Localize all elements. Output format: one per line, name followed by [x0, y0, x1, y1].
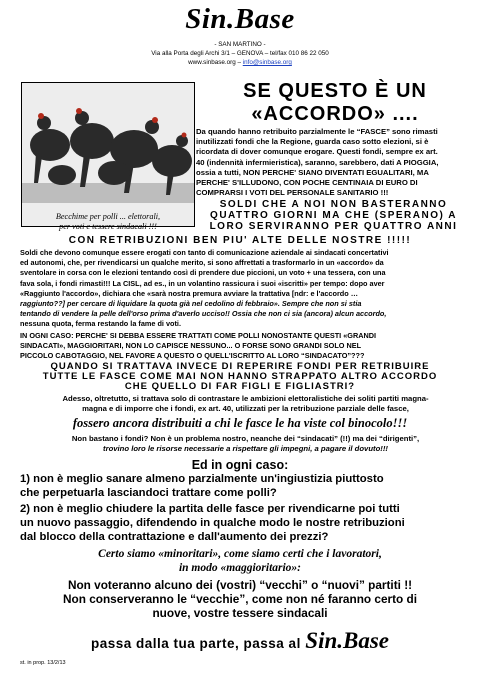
final-statement	[0, 578, 480, 620]
text-line: Non bastano i fondi? Non è un problema nostro, neanche dei “sindacati” (!!) ma dei “dirigenti”,	[71, 434, 420, 443]
text-line: un nuovo passaggio, difendendo in qualche modo le nostre retribuzioni	[20, 517, 405, 529]
contact-separator: –	[235, 59, 243, 66]
conclusion-heading: Ed in ogni caso:	[191, 458, 289, 472]
headline-line: LORO SERVIRANNO PER QUATTRO ANNI	[209, 221, 458, 232]
caption-line: Becchime per polli ... elettorali,	[55, 212, 161, 221]
text-line: SINDACATI», MAGGIORITARI, NON LO CAPISCE NESSUNO... O FORSE SONO GRANDI SOLO NEL	[20, 341, 362, 351]
headline-line: QUATTRO GIORNI MA CHE (SPERANO) A	[210, 210, 457, 221]
text-line: ricordata di dover comunque erogare. Questi fondi, sempre ex art.	[196, 147, 438, 157]
text-line: PERCHE' S'ILLUDONO, CON POCHE CENTINAIA DI EURO DI	[196, 178, 418, 188]
title-line2: «ACCORDO» ....	[251, 103, 419, 125]
text-line: COMPRARSI I VOTI DEL PERSONALE SANITARIO !!!	[196, 188, 389, 198]
majority-line: in modo «maggioritario»:	[178, 562, 302, 574]
sinbase-bottom-logo: Sin.Base	[305, 628, 390, 653]
text-line: Non voteranno alcuno dei (vostri) “vecchi” o “nuovi” partiti !!	[67, 578, 413, 592]
text-line: 40 (indennità infermieristica), saranno, sarebbero, dati A PIOGGIA,	[196, 157, 439, 167]
text-line: nuove, vostre tessere sindacali	[152, 606, 328, 620]
intro-paragraph	[196, 127, 471, 198]
text-line: ossia a tutti, NON PERCHE' SIANO DIVENTATI EGUALITARI, MA	[196, 167, 429, 177]
text-line: PICCOLO CABOTAGGIO, NEL FAVORE A QUESTO O QUELL'ISCRITTO AL LORO “SINDACATO”???	[20, 351, 365, 361]
text-line: Adesso, oltretutto, si trattava solo di contrastare le ambizioni elettoralistiche dei soliti partiti magna-	[62, 394, 429, 403]
text-line: fava sola, i fondi rimasti!!! La CISL, ad es., in un volantino rassicura i suoi «iscritti» per tempo: dopo aver	[20, 278, 385, 288]
text-line: raggiunto??] per cercare di liquidare la quota già nel cedolino di febbraio». Sempre che non si stia	[20, 299, 362, 309]
text-line: IN OGNI CASO: PERCHE' SI DEBBA ESSERE TRATTATI COME POLLI NONOSTANTE QUESTI «GRANDI	[20, 331, 377, 340]
conclusion-point-1	[20, 472, 475, 500]
headline-money-last: CON RETRIBUZIONI BEN PIU' ALTE DELLE NOSTRE !!!!!	[68, 235, 412, 246]
chickens-illustration	[22, 83, 194, 226]
slogan-text: passa dalla tua parte, passa al	[90, 636, 301, 651]
text-line: 2) non è meglio chiudere la partita delle fasce per rivendicarne poi tutti	[20, 503, 400, 515]
title-line1: SE QUESTO È UN	[243, 80, 427, 102]
header-subtitle: - SAN MARTINO -	[214, 41, 266, 48]
text-line: ed autonomi, che, per rivendicarsi un qualche merito, si sono affrettati a trasformarlo in un «accordo» da	[20, 258, 384, 268]
print-note: st. in prop. 13/2/13	[20, 660, 66, 666]
ambitions-paragraph	[20, 394, 471, 414]
in-any-case-paragraph	[20, 331, 471, 362]
header-contacts	[0, 58, 480, 68]
text-line: magna e di imporre che i fondi, ex art. 40, utilizzati per la retribuzione parziale delle fasce,	[82, 404, 409, 414]
text-line: «Raggiunto l'accordo», dichiara che «sarà nostra premura avviare la trattativa [ndr: e l'accordo …	[20, 288, 359, 298]
chickens-photo	[21, 82, 195, 227]
headline-line: CHE QUELLO DI FAR FIGLI E FIGLIASTRI?	[124, 381, 356, 392]
text-line: inutilizzati fondi che la Regione, guarda caso sotto elezioni, si è	[196, 137, 429, 147]
text-line: tentando di vendere la pelle dell'orso prima d'averlo ucciso!! Ossia che non ci sia (ancora) alcun accordo,	[20, 309, 387, 319]
headline-line: QUANDO SI TRATTAVA INVECE DI REPERIRE FONDI PER RETRIBUIRE	[50, 361, 430, 372]
photo-caption	[21, 212, 195, 232]
funds-paragraph	[20, 434, 471, 454]
text-line: sventolare in corsa con le elezioni tentando così di prendere due piccioni, un voto + una tessera, con una	[20, 268, 386, 278]
minority-line: Certo siamo «minoritari», come siamo certi che i lavoratori,	[98, 548, 382, 560]
headline-money	[196, 199, 471, 232]
email-link[interactable]: info@sinbase.org	[242, 59, 292, 66]
text-line: dal blocco della contrattazione e dall'aumento dei prezzi?	[20, 531, 329, 543]
sinbase-logo: Sin.Base	[185, 3, 295, 35]
text-line: 1) non è meglio sanare almeno parzialmente un'ingiustizia piuttosto	[20, 473, 384, 485]
binocular-line: fossero ancora distribuiti a chi le fasce le ha viste col binocolo!!!	[72, 416, 408, 430]
text-line: nessuna quota, ferma restando la fame di voti.	[20, 319, 181, 329]
conclusion-point-2	[20, 502, 475, 544]
headline-line: SOLDI CHE A NOI NON BASTERANNO	[219, 199, 448, 210]
headline-fasce	[10, 362, 470, 392]
caption-line: per voti e tessere sindacali !!!	[59, 222, 157, 231]
website-link[interactable]: www.sinbase.org	[188, 59, 236, 66]
slogan	[0, 628, 480, 657]
text-line: Da quando hanno retribuito parzialmente le “FASCE” sono rimasti	[196, 127, 438, 136]
text-line: Soldi che devono comunque essere erogati con tanto di comunicazione aziendale ai sindacati concertativi	[20, 248, 389, 257]
text-line: Non conserveranno le “vecchie”, come non né faranno certo di	[63, 592, 417, 606]
text-line: trovino loro le risorse necessarie a rispettare gli impegni, a pagare il dovuto!!!	[103, 444, 388, 454]
agreement-paragraph	[20, 248, 471, 330]
header-address: Via alla Porta degli Archi 3/1 – GENOVA – tel/fax 010 86 22 050	[151, 50, 329, 57]
headline-line: TUTTE LE FASCE COME MAI NON HANNO STRAPPATO ALTRO ACCORDO	[42, 371, 438, 382]
text-line: che perpetuarla lasciandoci trattare come polli?	[20, 487, 277, 499]
